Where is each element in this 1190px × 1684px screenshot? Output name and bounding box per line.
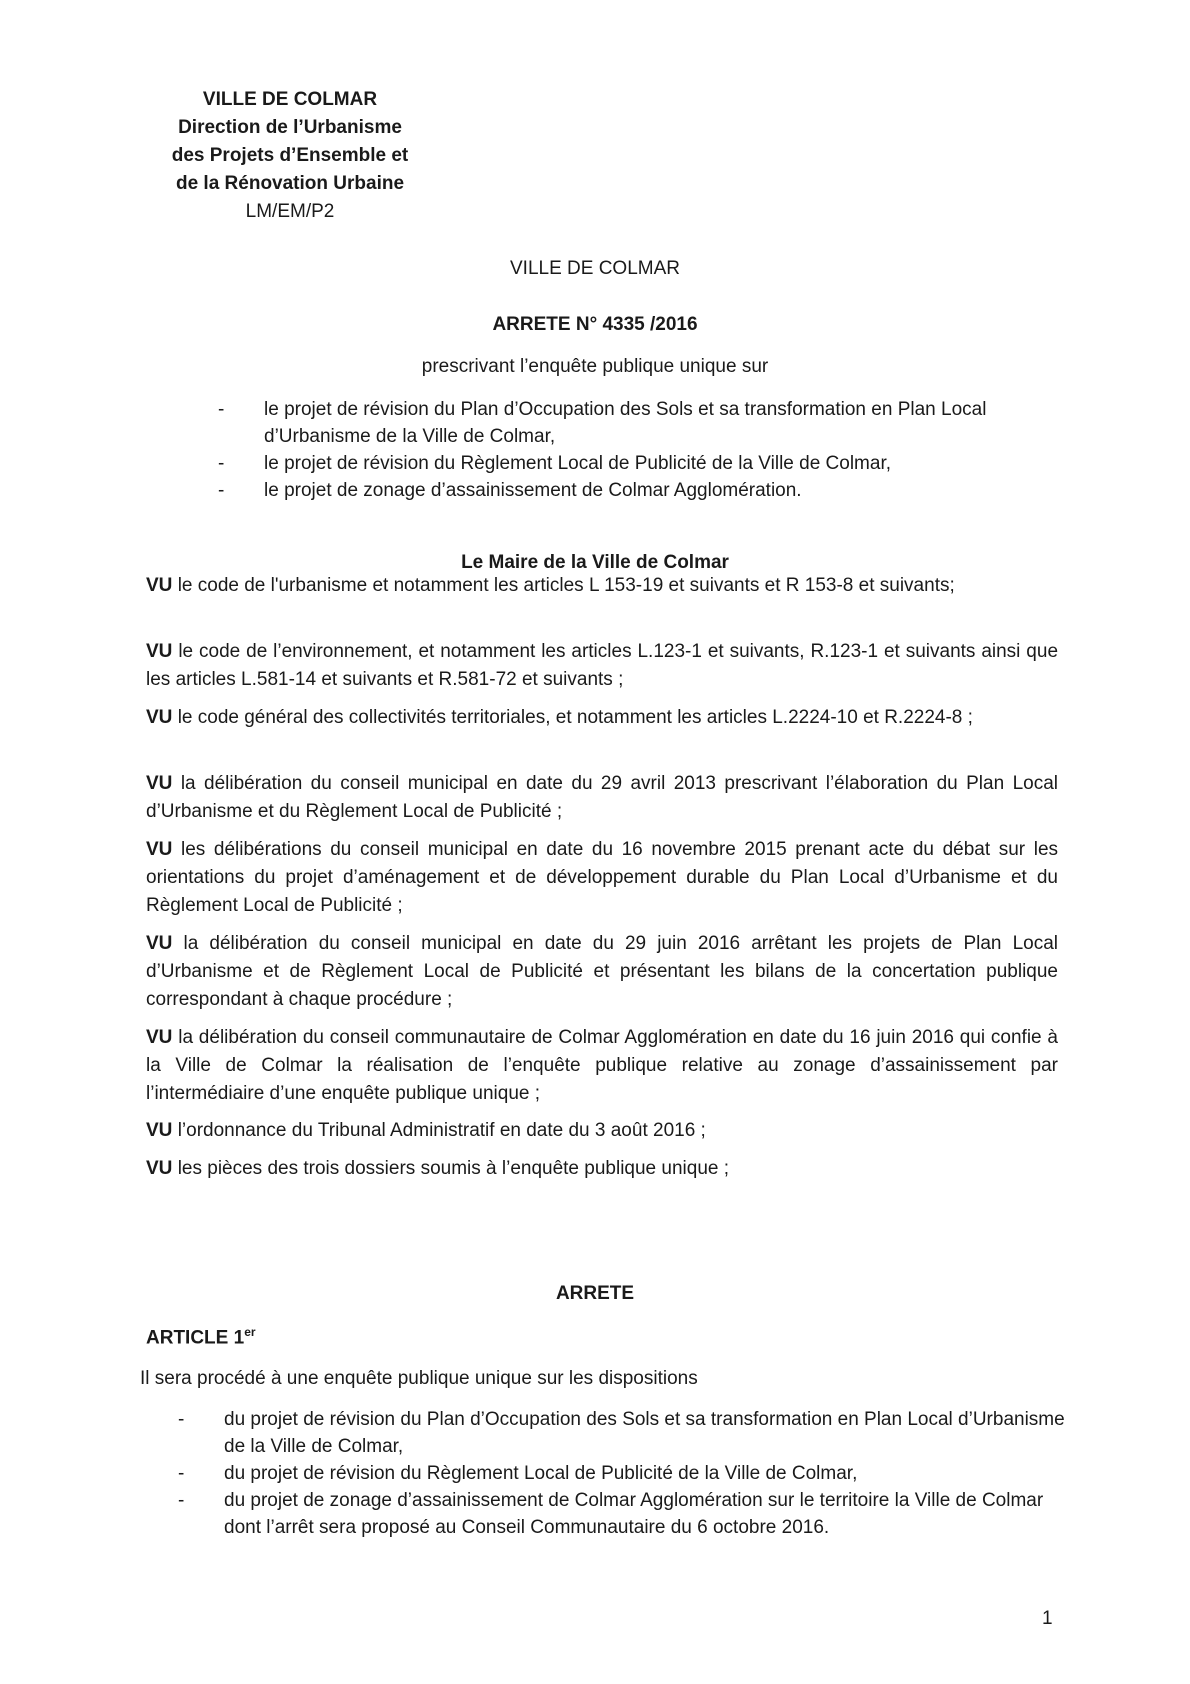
prescrivant-line: prescrivant l’enquête publique unique sur (421, 356, 769, 377)
vu-text: l’ordonnance du Tribunal Administratif en date du 3 août 2016 ; (177, 1120, 706, 1141)
vu-paragraph (146, 836, 1058, 920)
list-item (178, 1487, 1068, 1541)
dash-bullet: - (218, 399, 225, 420)
vu-label: VU (146, 1158, 173, 1179)
list-item (178, 1460, 1068, 1487)
vu-text: le code général des collectivités territoriales, et notamment les articles L.2224-10 et R.2224-8 ; (177, 707, 973, 728)
list-item (218, 396, 1048, 450)
vu-text: la délibération du conseil municipal en date du 29 juin 2016 arrêtant les projets de Plan Local d’Urbanisme et de Règlement Local de Publicité et présentant les bilans de la concertation publique correspondant à chaque procédure ; (146, 933, 1058, 1010)
article-superscript: er (244, 1325, 256, 1339)
page-number: 1 (1042, 1608, 1053, 1629)
article-1-intro: Il sera procédé à une enquête publique unique sur les dispositions (140, 1368, 698, 1389)
header-direction-line-1: Direction de l’Urbanisme (178, 117, 402, 138)
vu-text: le code de l'urbanisme et notamment les articles L 153-19 et suivants et R 153-8 et suivants; (177, 575, 955, 596)
vu-text: les délibérations du conseil municipal en date du 16 novembre 2015 prenant acte du débat sur les orientations du projet d’aménagement et de développement durable du Plan Local d’Urbanisme et du Règlement Local de Publicité ; (146, 839, 1059, 916)
list-item-text: le projet de révision du Règlement Local de Publicité de la Ville de Colmar, (264, 453, 892, 474)
dash-bullet: - (218, 453, 225, 474)
title-ville: VILLE DE COLMAR (510, 258, 680, 279)
header-direction-line-3: de la Rénovation Urbaine (175, 173, 405, 194)
issuing-office-header (140, 86, 440, 226)
list-item-text: le projet de zonage d’assainissement de Colmar Agglomération. (264, 480, 802, 501)
vu-label: VU (146, 575, 173, 596)
list-item (218, 477, 1048, 504)
vu-label: VU (146, 641, 173, 662)
enquete-objects-list (218, 396, 1048, 504)
vu-paragraph (146, 638, 1058, 694)
vu-label: VU (146, 1120, 173, 1141)
vu-label: VU (146, 707, 173, 728)
vu-paragraph (146, 1117, 1058, 1145)
arrete-heading: ARRETE (555, 1283, 635, 1304)
vu-paragraph (146, 930, 1058, 1014)
article-1-heading (146, 1325, 256, 1349)
vu-label: VU (146, 933, 173, 954)
dash-bullet: - (178, 1463, 185, 1484)
list-item (218, 450, 1048, 477)
list-item-text: du projet de révision du Plan d’Occupation des Sols et sa transformation en Plan Local d’Urbanisme de la Ville de Colmar, (224, 1409, 1065, 1457)
article-label: ARTICLE 1 (146, 1327, 245, 1349)
vu-paragraph (146, 572, 1058, 600)
vu-text: la délibération du conseil municipal en date du 29 avril 2013 prescrivant l’élaboration du Plan Local d’Urbanisme et du Règlement Local de Publicité ; (146, 773, 1058, 822)
vu-label: VU (146, 839, 173, 860)
vu-label: VU (146, 773, 173, 794)
header-ville: VILLE DE COLMAR (202, 89, 378, 110)
arrete-number: ARRETE N° 4335 /2016 (492, 314, 698, 335)
article-1-dispositions-list (178, 1406, 1068, 1541)
dash-bullet: - (218, 480, 225, 501)
vu-text: la délibération du conseil communautaire de Colmar Agglomération en date du 16 juin 2016 qui confie à la Ville de Colmar la réalisation de l’enquête publique relative au zonage d’assainissement par l’intermédiaire d’une enquête publique unique ; (146, 1027, 1058, 1104)
vu-text: le code de l’environnement, et notamment les articles L.123-1 et suivants, R.123-1 et suivants ainsi que les articles L.581-14 et suivants et R.581-72 et suivants ; (146, 641, 1059, 690)
list-item-text: le projet de révision du Plan d’Occupation des Sols et sa transformation en Plan Local d’Urbanisme de la Ville de Colmar, (264, 399, 987, 447)
vu-paragraph (146, 770, 1058, 826)
dash-bullet: - (178, 1490, 185, 1511)
vu-paragraph (146, 704, 1058, 732)
header-direction-line-2: des Projets d’Ensemble et (171, 145, 409, 166)
list-item-text: du projet de zonage d’assainissement de Colmar Agglomération sur le territoire la Ville de Colmar dont l’arrêt sera proposé au Conseil Communautaire du 6 octobre 2016. (224, 1490, 1044, 1538)
dash-bullet: - (178, 1409, 185, 1430)
vu-paragraph (146, 1155, 1058, 1183)
list-item-text: du projet de révision du Règlement Local de Publicité de la Ville de Colmar, (224, 1463, 858, 1484)
vu-paragraph (146, 1024, 1058, 1108)
maire-heading: Le Maire de la Ville de Colmar (461, 552, 729, 573)
header-reference: LM/EM/P2 (245, 201, 335, 222)
list-item (178, 1406, 1068, 1460)
vu-text: les pièces des trois dossiers soumis à l’enquête publique unique ; (177, 1158, 730, 1179)
vu-label: VU (146, 1027, 173, 1048)
